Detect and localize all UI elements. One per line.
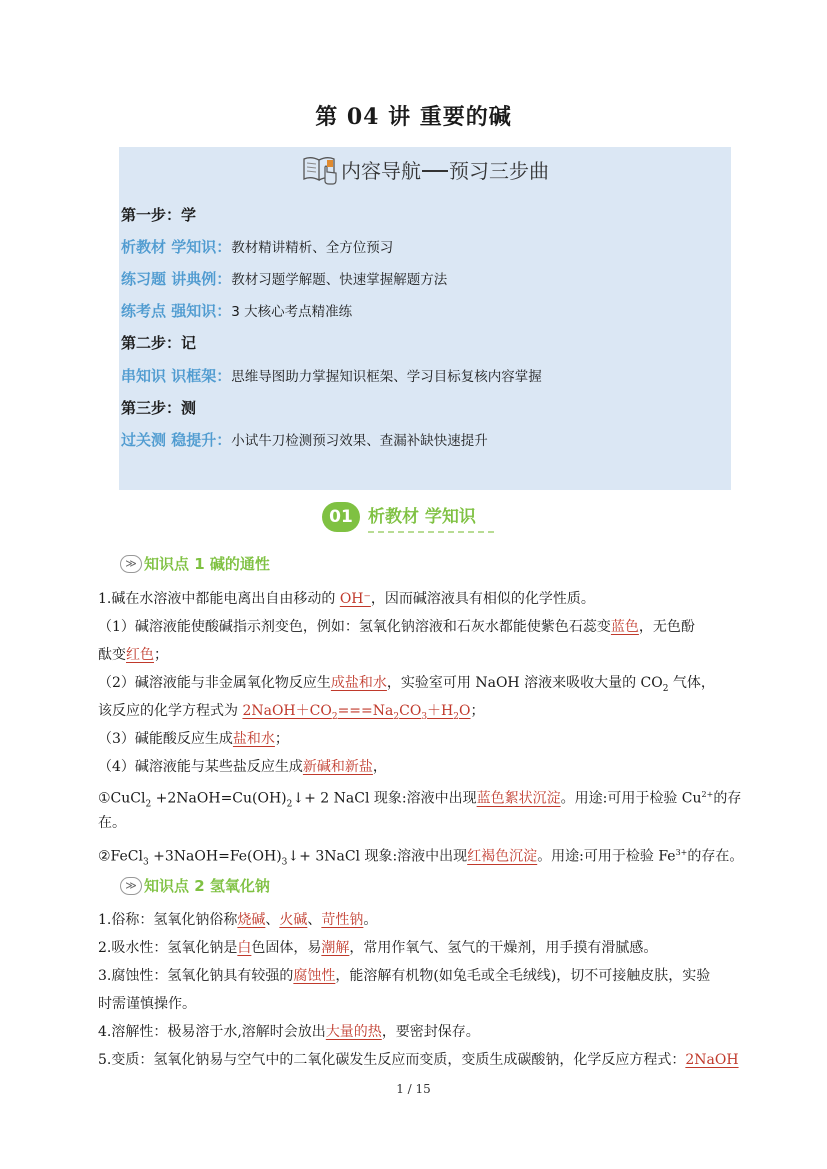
paragraph: 酞变红色； [98,647,168,663]
paragraph: 时需谨慎操作。 [98,996,196,1012]
step-2-heading: 第二步：记 [121,334,197,352]
double-chevron-icon: ≫ [120,877,142,895]
nav-item: 练习题 讲典例：教材习题学解题、快速掌握解题方法 [121,270,448,288]
nav-item: 练考点 强知识：3 大核心考点精准练 [121,302,353,320]
nav-item: 过关测 稳提升：小试牛刀检测预习效果、查漏补缺快速提升 [121,431,488,449]
nav-item: 析教材 学知识：教材精讲精析、全方位预习 [121,238,394,256]
paragraph: （3）碱能酸反应生成盐和水； [98,731,289,747]
knowledge-point-2-heading: ≫ 知识点 2 氢氧化钠 [120,875,270,896]
paragraph: 4.溶解性：极易溶于水,溶解时会放出大量的热，要密封保存。 [98,1024,480,1040]
book-hand-icon [301,153,339,185]
paragraph: （1）碱溶液能使酸碱指示剂变色，例如：氢氧化钠溶液和石灰水都能使紫色石蕊变蓝色，无色酚 [98,619,695,635]
nav-item: 串知识 识框架：思维导图助力掌握知识框架、学习目标复核内容掌握 [121,367,542,385]
knowledge-point-1-heading: ≫ 知识点 1 碱的通性 [120,553,270,574]
paragraph: （2）碱溶液能与非金属氧化物反应生成盐和水，实验室可用 NaOH 溶液来吸收大量的 $CO_2$ 气体， [98,675,715,694]
page-title: 第 04 讲 重要的碱 [315,104,512,130]
paragraph: 在。 [98,815,126,831]
paragraph: 该反应的化学方程式为 $2NaOH+CO_2===Na_2CO_3+H_2O$； [98,703,485,722]
paragraph: 1.碱在水溶液中都能电离出自由移动的 OH⁻，因而碱溶液具有相似的化学性质。 [98,591,595,607]
paragraph: 5.变质：氢氧化钠易与空气中的二氧化碳发生反应而变质，变质生成碳酸钠，化学反应方程式：2NaOH [98,1052,739,1068]
double-chevron-icon: ≫ [120,555,142,573]
step-3-heading: 第三步：测 [121,399,197,417]
nav-header [119,153,731,185]
section-label: 析教材 学知识 [368,502,494,533]
paragraph: （4）碱溶液能与某些盐反应生成新碱和新盐， [98,759,387,775]
page-number: 1 / 15 [396,1082,431,1096]
paragraph: ②FeCl$_3$ $+3NaOH=Fe(OH)_3↓+$ 3NaCl 现象:溶液中出现红褐色沉淀。用途:可用于检验 $Fe^{3+}$的存在。 [98,848,744,868]
paragraph: ①CuCl$_2$ $+2NaOH=Cu(OH)_2↓+ 2$ NaCl 现象:溶液中出现蓝色絮状沉淀。用途:可用于检验 $Cu^{2+}$的存 [98,790,742,810]
nav-title: 内容导航 预习三步曲 [341,158,549,183]
paragraph: 2.吸水性：氢氧化钠是白色固体，易潮解，常用作氧气、氢气的干燥剂，用手摸有滑腻感。 [98,940,658,956]
section-number: 01 [322,502,360,532]
step-1-heading: 第一步：学 [121,206,197,224]
paragraph: 3.腐蚀性：氢氧化钠具有较强的腐蚀性，能溶解有机物(如兔毛或全毛绒线)，切不可接触皮肤，实验 [98,968,711,984]
section-banner [322,500,494,534]
paragraph: 1.俗称：氢氧化钠俗称烧碱、火碱、苛性钠。 [98,912,378,928]
content-navigation-box [119,147,731,490]
